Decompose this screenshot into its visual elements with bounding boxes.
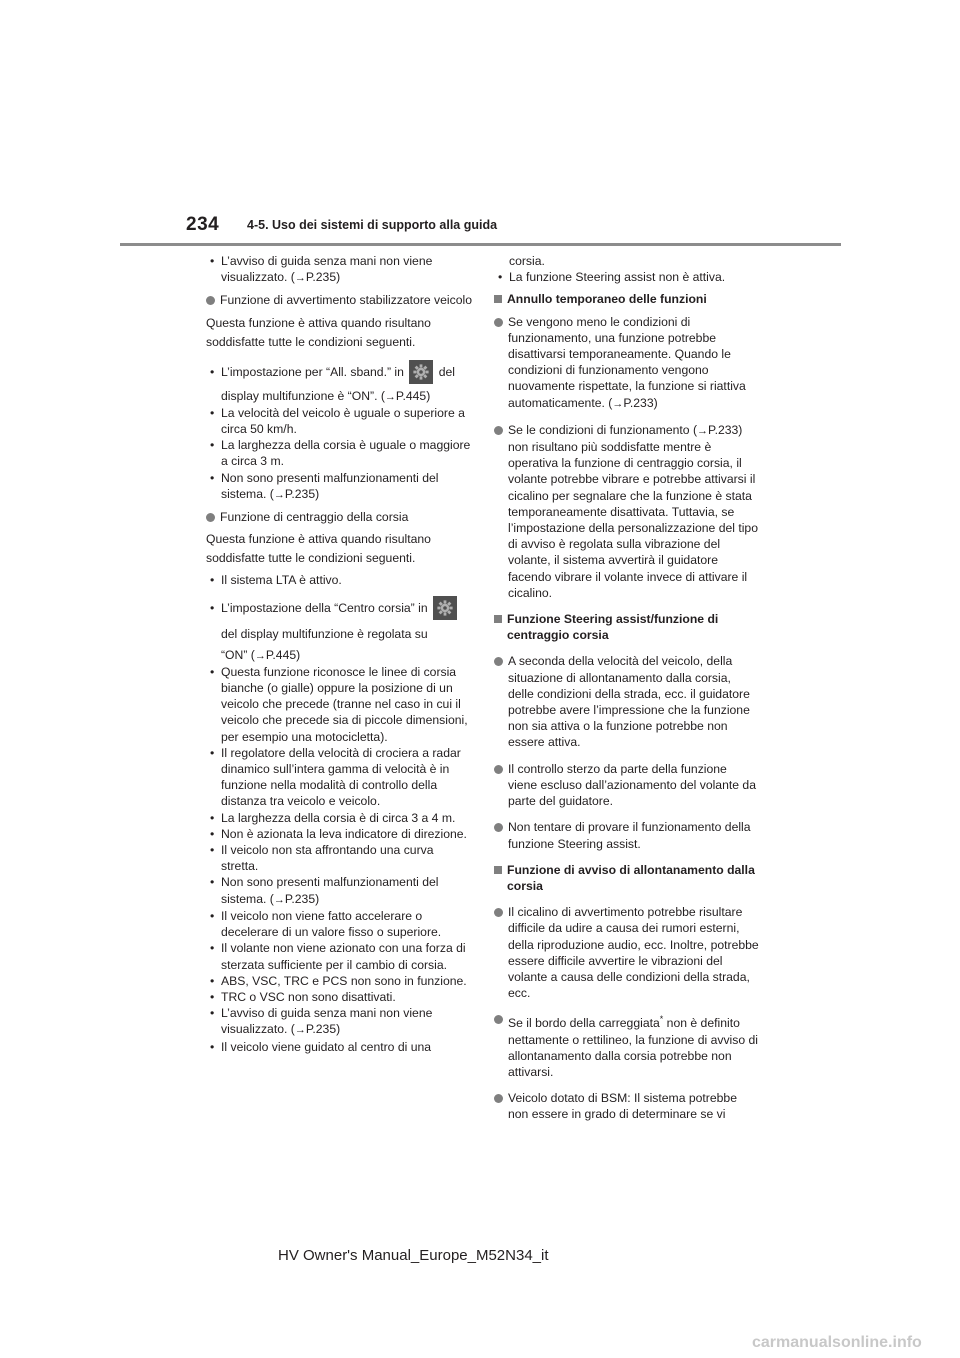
dot-item [494,1090,759,1122]
bullet-marker: • [210,1039,215,1054]
reference-arrow-icon: → [273,893,285,906]
list-item-text: Il veicolo viene guidato al centro di una [221,1039,432,1054]
bullet-marker: • [210,826,215,841]
list-item-text: L’impostazione per “All. sband.” in [221,364,404,379]
dot-item-text: Se vengono meno le condizioni di funzionamento, una funzione potrebbe disattivarsi temporaneamente. Quando le condizioni di funzionamento vengono nuovamente rispettate, la funzione si riattiva automaticamente. ( [508,314,746,410]
page-reference: P.235) [305,270,341,285]
subsection-heading [494,611,759,643]
list-item [206,745,474,810]
list-item [206,908,474,940]
page-reference: P.235) [284,891,320,906]
dot-item [494,422,759,601]
bullet-marker: • [210,254,215,268]
dot-item-text: A seconda della velocità del veicolo, della situazione di allontanamento dalla corsia, delle condizioni della strada, ecc. il guidatore potrebbe avere l’impressione che la funzione non sia attiva o la funzione potrebbe non essere attiva. [508,654,750,750]
list-item-text: Il veicolo non sta affrontando una curva stretta. [221,843,434,874]
reference-arrow-icon: → [384,390,396,403]
bullet-marker: • [210,470,215,485]
header-rule [120,243,841,246]
dot-item [206,509,474,525]
list-item-text: TRC o VSC non sono disattivati. [221,989,396,1004]
page-reference: P.233) [623,395,658,410]
reference-arrow-icon: → [294,1024,306,1037]
square-bullet-icon [494,295,502,303]
list-item [206,253,474,286]
square-bullet-icon [494,615,502,623]
dot-item-text: Non tentare di provare il funzionamento della funzione Steering assist. [508,820,751,851]
list-item [206,874,474,907]
list-item [206,940,474,972]
bullet-marker: • [210,908,215,923]
list-item-text: La larghezza della corsia è di circa 3 a 4 m. [221,810,456,825]
dot-item-text: Funzione di centraggio della corsia [220,510,409,525]
dot-item [206,292,474,308]
list-item-text: Non è azionata la leva indicatore di direzione. [221,826,467,841]
reference-arrow-icon: → [273,488,285,501]
square-bullet-icon [494,866,502,874]
list-item-text: Il volante non viene azionato con una forza di sterzata sufficiente per il cambio di corsia. [221,941,466,972]
circle-bullet-icon [494,318,503,327]
dot-item-text: non è definito nettamente o rettilineo, la funzione di avviso di allontanamento dalla corsia potrebbe non attivarsi. [508,1016,758,1079]
bullet-marker: • [210,989,215,1004]
list-item [206,360,474,405]
right-column [494,253,759,1123]
watermark: carmanualsonline.info [752,1334,922,1351]
list-item-text: L’impostazione della “Centro corsia” in [221,601,428,616]
list-item [206,572,474,588]
list-item-continuation: corsia. [509,254,545,268]
reference-arrow-icon: → [697,424,709,437]
subsection-heading-text: Funzione di avviso di allontanamento dalla corsia [507,862,755,893]
list-item-text: L’avviso di guida senza mani non viene visualizzato. ( [221,254,433,285]
reference-arrow-icon: → [612,397,624,410]
left-column [206,253,474,1055]
list-item [206,596,474,663]
dot-item-text: Funzione di avvertimento stabilizzatore veicolo [220,293,472,308]
paragraph-line: Questa funzione è attiva quando risultano [206,532,431,547]
circle-bullet-icon [494,657,503,666]
bullet-marker: • [498,270,503,285]
circle-bullet-icon [206,513,215,522]
list-item [206,1005,474,1038]
page-reference: P.445) [395,388,431,403]
dot-item [494,1011,759,1080]
circle-bullet-icon [494,1015,503,1024]
gear-icon [433,596,457,620]
footer-manual-name: HV Owner's Manual_Europe_M52N34_it [278,1247,549,1264]
circle-bullet-icon [494,823,503,832]
subsection-heading-text: Funzione Steering assist/funzione di centraggio corsia [507,612,719,643]
list-item-text: La velocità del veicolo è uguale o superiore a circa 50 km/h. [221,405,465,437]
dot-item [494,819,759,851]
bullet-marker: • [210,941,215,956]
paragraph-line: soddisfatte tutte le condizioni seguenti. [206,334,416,349]
bullet-marker: • [210,364,215,379]
subsection-heading-text: Annullo temporaneo delle funzioni [507,292,707,307]
circle-bullet-icon [206,296,215,305]
list-item [206,470,474,503]
dot-item [494,653,759,750]
bullet-marker: • [210,745,215,760]
list-item [206,826,474,842]
list-item-text: Il veicolo non viene fatto accelerare o decelerare di un valore fisso o superiore. [221,908,442,940]
list-item-text: La larghezza della corsia è uguale o maggiore a circa 3 m. [221,438,471,469]
paragraph-line: soddisfatte tutte le condizioni seguenti. [206,551,416,566]
list-item [206,810,474,826]
circle-bullet-icon [494,1094,503,1103]
subsection-heading [494,862,759,894]
bullet-marker: • [210,1006,215,1021]
paragraph [206,530,474,568]
page-reference: P.235) [305,1022,341,1037]
gear-icon [409,360,433,384]
list-item-text: Il regolatore della velocità di crociera a radar dinamico sull’intera gamma di velocità è in funzione nella modalità di controllo della distanza tra veicolo e veicolo. [221,745,461,809]
reference-arrow-icon: → [294,272,306,285]
dot-item [494,761,759,810]
bullet-marker: • [210,573,215,588]
page-reference: P.235) [284,486,320,501]
dot-item [494,314,759,412]
dot-item-text: Se il bordo della carreggiata [508,1016,660,1031]
bullet-marker: • [210,973,215,988]
list-item [206,1039,474,1055]
list-item-text: La funzione Steering assist non è attiva. [509,270,726,285]
list-item-text: L’avviso di guida senza mani non viene visualizzato. ( [221,1006,433,1037]
list-item-text: Non sono presenti malfunzionamenti del sistema. ( [221,470,439,501]
dot-item-text: Il controllo sterzo da parte della funzione viene escluso dall’azionamento del volante da parte del guidatore. [508,761,756,809]
list-item [206,989,474,1005]
circle-bullet-icon [494,426,503,435]
list-item-text: display multifunzione è “ON”. ( [221,388,385,403]
list-item-text: Non sono presenti malfunzionamenti del sistema. ( [221,875,439,906]
list-item [206,842,474,874]
list-item-text: “ON” ( [221,647,255,662]
list-item-text: del [438,364,455,379]
section-title: 4-5. Uso dei sistemi di supporto alla guida [247,218,498,232]
page-reference: P.445) [265,647,301,662]
dot-item [494,904,759,1001]
list-item [206,664,474,745]
list-item [206,405,474,437]
dot-item-text: Il cicalino di avvertimento potrebbe risultare difficile da udire a causa dei rumori esterni, della riproduzione audio, ecc. Inoltre, potrebbe essere difficile avvertire le vibrazioni del volante a causa delle condizioni della strada, ecc. [508,905,759,1001]
reference-arrow-icon: → [254,649,266,662]
dot-item-text: P.233) non risultano più soddisfatte mentre è operativa la funzione di centraggio corsia, il volante potrebbe vibrare e potrebbe attivarsi il cicalino per segnalare che la funzione è stata temporaneamente disattivata. Tuttavia, se l’impostazione della personalizzazione del tipo di avviso è regolata sulla vibrazione del volante, il sistema avvertirà il guidatore facendo vibrare il volante invece di attivare il cicalino. [508,422,758,600]
list-item [206,973,474,989]
list-item-text: Il sistema LTA è attivo. [221,573,342,588]
bullet-marker: • [210,601,215,616]
bullet-marker: • [210,810,215,825]
subsection-heading [494,291,759,307]
circle-bullet-icon [494,765,503,774]
bullet-marker: • [210,875,215,890]
bullet-marker: • [210,405,215,420]
dot-item-text: Veicolo dotato di BSM: Il sistema potrebbe non essere in grado di determinare se vi [508,1091,737,1122]
paragraph-line: Questa funzione è attiva quando risultano [206,315,431,330]
bullet-marker: • [210,664,215,679]
list-item-text: ABS, VSC, TRC e PCS non sono in funzione. [221,973,467,988]
page-number: 234 [186,214,220,235]
dot-item-text: Se le condizioni di funzionamento ( [508,422,698,437]
footnote-marker: * [659,1014,664,1025]
paragraph [206,314,474,352]
list-item [494,269,759,285]
bullet-marker: • [210,843,215,858]
bullet-marker: • [210,438,215,453]
list-item [206,437,474,469]
circle-bullet-icon [494,908,503,917]
list-item-text: del display multifunzione è regolata su [221,627,428,642]
list-item-text: Questa funzione riconosce le linee di corsia bianche (o gialle) oppure la posizione di un veicolo che precede (tranne nel caso in cui il veicolo che precede sia di piccole dimensioni, per esempio una motocicletta). [221,664,468,744]
